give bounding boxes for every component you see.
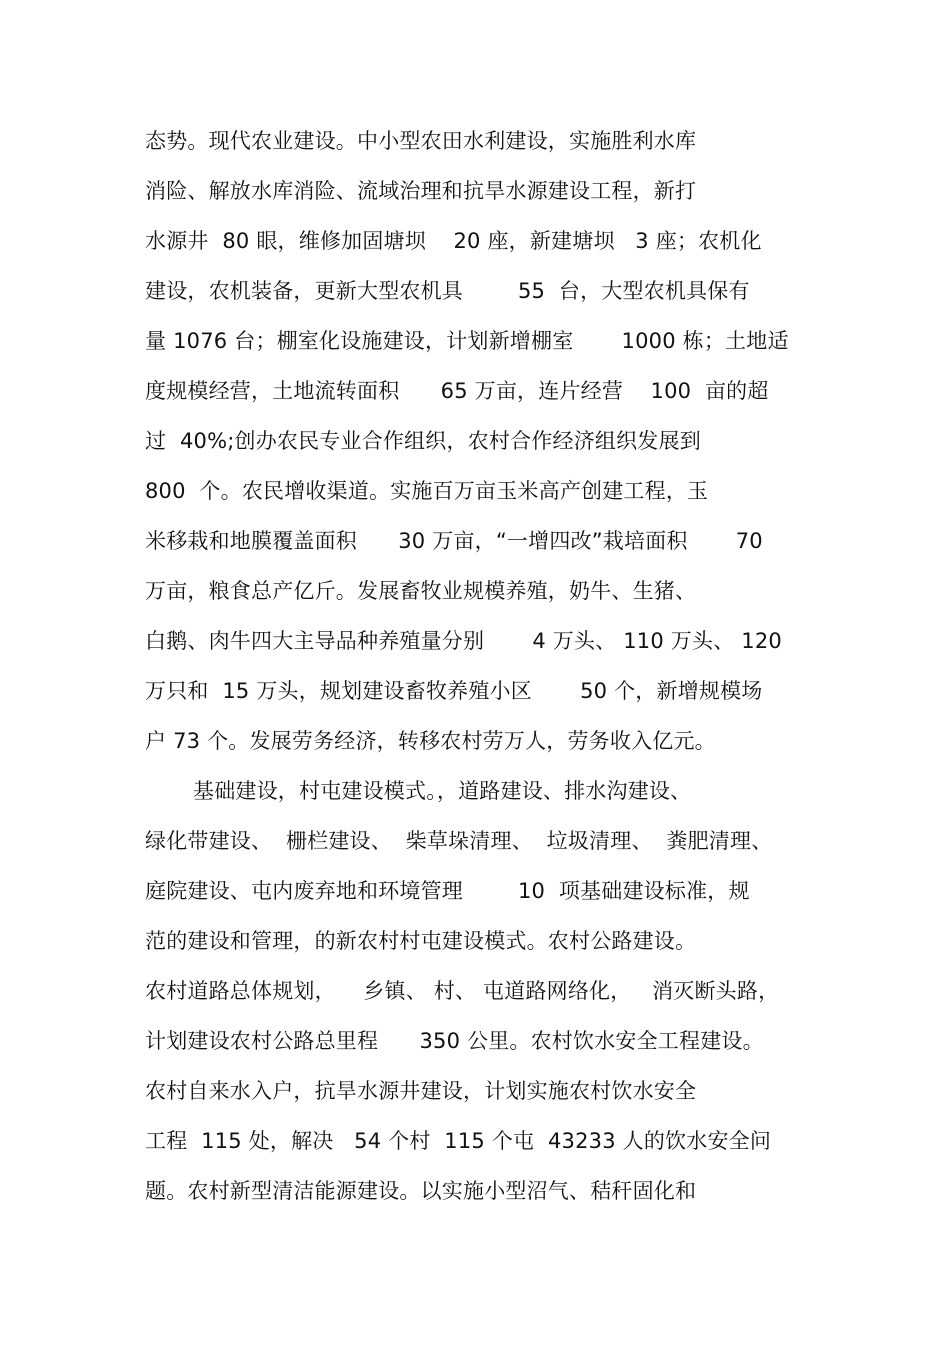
text-line-7: 过 40%;创办农民专业合作组织，农村合作经济组织发展到 xyxy=(145,429,701,453)
text-line-10: 万亩，粮食总产亿斤。发展畜牧业规模养殖，奶牛、生猪、 xyxy=(145,579,697,603)
text-line-9: 米移栽和地膜覆盖面积 30 万亩，“一增四改”栽培面积 70 xyxy=(145,529,763,553)
text-line-1: 态势。现代农业建设。中小型农田水利建设，实施胜利水库 xyxy=(145,129,697,153)
text-line-6: 度规模经营，土地流转面积 65 万亩，连片经营 100 亩的超 xyxy=(145,379,769,403)
text-line-4: 建设，农机装备，更新大型农机具 55 台，大型农机具保有 xyxy=(145,279,750,303)
text-line-20: 农村自来水入户，抗旱水源井建设，计划实施农村饮水安全 xyxy=(145,1079,697,1103)
text-line-18: 农村道路总体规划， 乡镇、 村、 屯道路网络化， 消灭断头路， xyxy=(145,979,780,1003)
text-line-21: 工程 115 处，解决 54 个村 115 个屯 43233 人的饮水安全问 xyxy=(145,1129,772,1153)
text-line-5: 量 1076 台；棚室化设施建设，计划新增棚室 1000 栋；土地适 xyxy=(145,329,789,353)
text-line-22: 题。农村新型清洁能源建设。以实施小型沼气、秸秆固化和 xyxy=(145,1179,697,1203)
text-line-17: 范的建设和管理，的新农村村屯建设模式。农村公路建设。 xyxy=(145,929,697,953)
text-line-15: 绿化带建设、 栅栏建设、 柴草垛清理、 垃圾清理、 粪肥清理、 xyxy=(145,829,773,853)
text-line-13: 户 73 个。发展劳务经济，转移农村劳万人，劳务收入亿元。 xyxy=(145,729,716,753)
text-line-11: 白鹅、肉牛四大主导品种养殖量分别 4 万头、 110 万头、 120 xyxy=(145,629,782,653)
text-line-16: 庭院建设、屯内废弃地和环境管理 10 项基础建设标准，规 xyxy=(145,879,750,903)
text-line-19: 计划建设农村公路总里程 350 公里。农村饮水安全工程建设。 xyxy=(145,1029,764,1053)
text-line-12: 万只和 15 万头，规划建设畜牧养殖小区 50 个，新增规模场 xyxy=(145,679,763,703)
text-line-8: 800 个。农民增收渠道。实施百万亩玉米高产创建工程，玉 xyxy=(145,479,709,503)
text-line-3: 水源井 80 眼，维修加固塘坝 20 座，新建塘坝 3 座；农机化 xyxy=(145,229,762,253)
paragraph-start-line: 基础建设，村屯建设模式。，道路建设、排水沟建设、 xyxy=(193,779,692,803)
text-line-2: 消险、解放水库消险、流域治理和抗旱水源建设工程，新打 xyxy=(145,179,697,203)
